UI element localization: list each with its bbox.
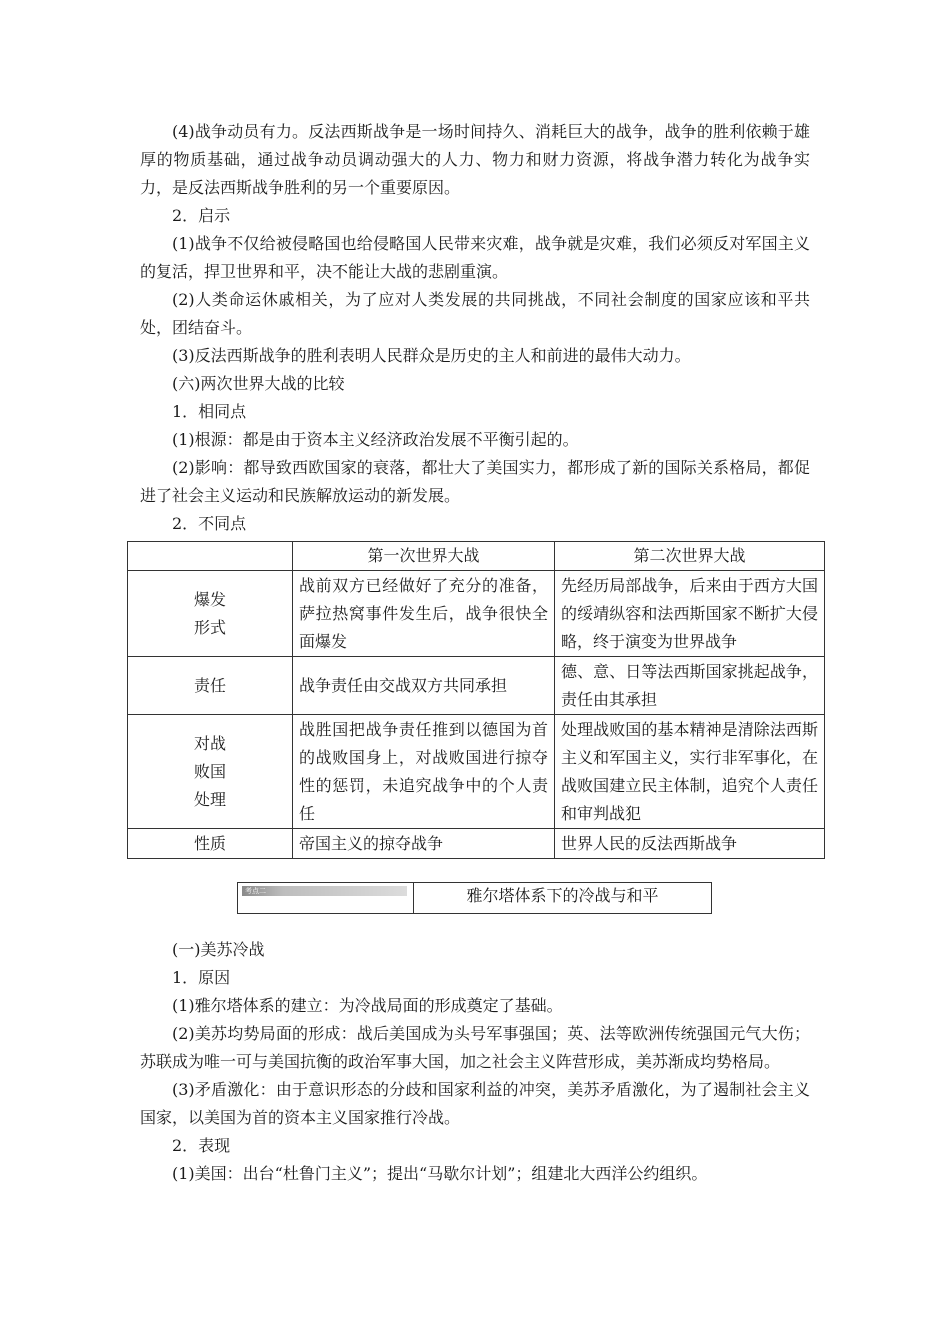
cell-defeated-ww1: 战胜国把战争责任推到以德国为首的战败国身上，对战败国进行掠夺性的惩罚，未追究战争中的个人责任	[293, 715, 555, 829]
paragraph-enlightenment-2: (2)人类命运休戚相关，为了应对人类发展的共同挑战，不同社会制度的国家应该和平共处，团结奋斗。	[140, 290, 810, 337]
table-row	[128, 657, 825, 715]
row-header-outbreak	[128, 571, 293, 657]
table-row	[128, 571, 825, 657]
table-row	[128, 829, 825, 859]
cell-nature-ww2: 世界人民的反法西斯战争	[555, 829, 825, 859]
table-row	[128, 715, 825, 829]
heading-reasons: 1．原因	[172, 968, 231, 987]
paragraph-reason-3: (3)矛盾激化：由于意识形态的分歧和国家利益的冲突，美苏矛盾激化，为了遏制社会主义国家，以美国为首的资本主义国家推行冷战。	[140, 1080, 810, 1127]
column-header-ww2: 第二次世界大战	[555, 542, 825, 571]
paragraph-similarity-2: (2)影响：都导致西欧国家的衰落，都壮大了美国实力，都形成了新的国际关系格局，都促进了社会主义运动和民族解放运动的新发展。	[140, 458, 810, 505]
heading-similarities: 1．相同点	[172, 402, 247, 421]
topic-tag-label: 考点二	[242, 886, 407, 896]
paragraph-manifestation-1: (1)美国：出台“杜鲁门主义”；提出“马歇尔计划”；组建北大西洋公约组织。	[172, 1164, 708, 1183]
cell-defeated-ww2: 处理战败国的基本精神是清除法西斯主义和军国主义，实行非军事化，在战败国建立民主体制，追究个人责任和审判战犯	[555, 715, 825, 829]
row-header-defeated-treatment	[128, 715, 293, 829]
cell-outbreak-ww2: 先经历局部战争，后来由于西方大国的绥靖纵容和法西斯国家不断扩大侵略，终于演变为世界战争	[555, 571, 825, 657]
row-header-defeated-treatment-text: 对战 败国 处理	[193, 733, 226, 809]
topic-banner	[237, 882, 712, 914]
cell-responsibility-ww1: 战争责任由交战双方共同承担	[293, 657, 555, 715]
topic-title: 雅尔塔体系下的冷战与和平	[466, 886, 659, 905]
row-header-responsibility: 责任	[128, 657, 293, 715]
cell-nature-ww1: 帝国主义的掠夺战争	[293, 829, 555, 859]
heading-enlightenment: 2．启示	[172, 206, 231, 225]
bottom-text-block	[140, 936, 810, 1188]
table-header-row	[128, 542, 825, 571]
row-header-outbreak-text: 爆发 形式	[193, 589, 226, 637]
paragraph-war-mobilization: (4)战争动员有力。反法西斯战争是一场时间持久、消耗巨大的战争，战争的胜利依赖于雄厚的物质基础，通过战争动员调动强大的人力、物力和财力资源，将战争潜力转化为战争实力，是反法西斯战争胜利的另一个重要原因。	[140, 122, 810, 197]
table-corner-cell	[128, 542, 293, 571]
topic-tag	[238, 883, 414, 913]
row-header-nature: 性质	[128, 829, 293, 859]
heading-manifestations: 2．表现	[172, 1136, 231, 1155]
heading-comparison: (六)两次世界大战的比较	[172, 374, 345, 393]
paragraph-reason-2: (2)美苏均势局面的形成：战后美国成为头号军事强国；英、法等欧洲传统强国元气大伤；苏联成为唯一可与美国抗衡的政治军事大国，加之社会主义阵营形成，美苏渐成均势格局。	[140, 1024, 810, 1071]
column-header-ww1: 第一次世界大战	[293, 542, 555, 571]
paragraph-enlightenment-3: (3)反法西斯战争的胜利表明人民群众是历史的主人和前进的最伟大动力。	[172, 346, 691, 365]
top-text-block	[140, 118, 810, 538]
comparison-table	[127, 541, 825, 859]
cell-outbreak-ww1: 战前双方已经做好了充分的准备，萨拉热窝事件发生后，战争很快全面爆发	[293, 571, 555, 657]
heading-cold-war: (一)美苏冷战	[172, 940, 265, 959]
paragraph-reason-1: (1)雅尔塔体系的建立：为冷战局面的形成奠定了基础。	[172, 996, 563, 1015]
paragraph-enlightenment-1: (1)战争不仅给被侵略国也给侵略国人民带来灾难，战争就是灾难，我们必须反对军国主义的复活，捍卫世界和平，决不能让大战的悲剧重演。	[140, 234, 810, 281]
cell-responsibility-ww2: 德、意、日等法西斯国家挑起战争，责任由其承担	[555, 657, 825, 715]
heading-differences: 2．不同点	[172, 514, 247, 533]
paragraph-similarity-1: (1)根源：都是由于资本主义经济政治发展不平衡引起的。	[172, 430, 579, 449]
